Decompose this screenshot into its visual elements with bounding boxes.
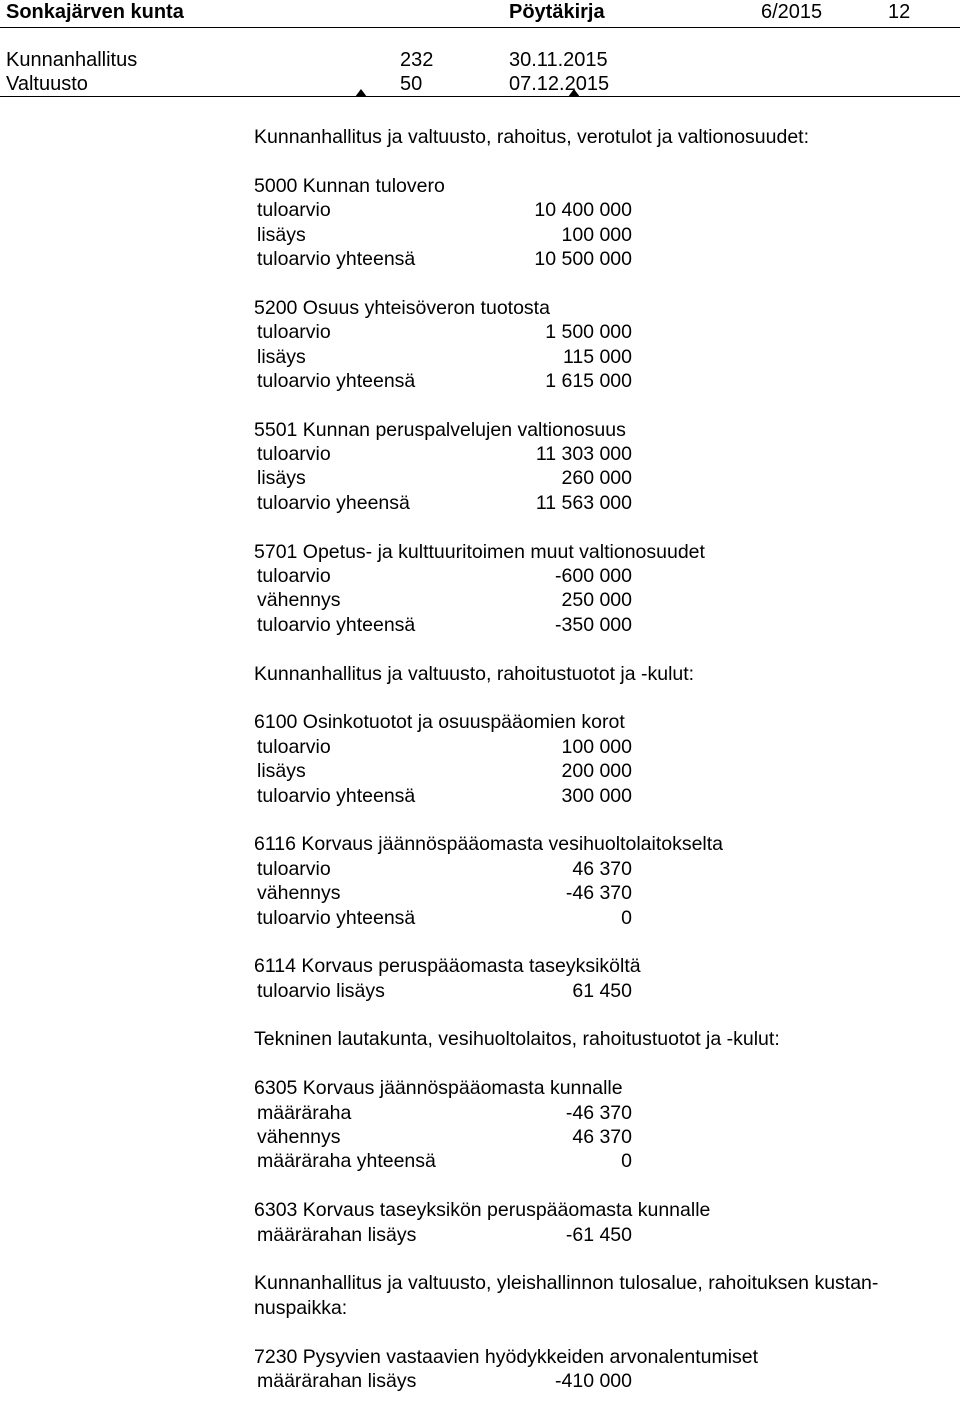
- budget-row-amount: -410 000: [555, 1370, 632, 1392]
- budget-row-label: tuloarvio yhteensä: [257, 906, 416, 929]
- budget-row-amount: 250 000: [561, 589, 632, 612]
- budget-row-label: tuloarvio: [257, 321, 331, 344]
- budget-row: [254, 564, 944, 588]
- meta-body-1: Kunnanhallitus: [6, 49, 138, 71]
- budget-row-amount: 0: [621, 1150, 632, 1173]
- budget-row: [254, 906, 944, 930]
- budget-row-label: tuloarvio yheensä: [257, 491, 410, 514]
- document-number: 6/2015: [761, 1, 823, 23]
- budget-row: [254, 1223, 944, 1247]
- blank-line: [254, 271, 944, 295]
- budget-row: [254, 345, 944, 369]
- section-heading: Kunnanhallitus ja valtuusto, yleishallinnon tulosalue, rahoituksen kustan- nuspaikka:: [254, 1272, 879, 1319]
- meta-section-2: 50: [400, 73, 423, 95]
- budget-row-amount: 300 000: [561, 784, 632, 807]
- budget-row-amount: -46 370: [565, 1101, 632, 1124]
- budget-row-label: vähennys: [257, 1126, 341, 1149]
- budget-row-amount: -46 370: [565, 882, 632, 905]
- account-title: 6116 Korvaus jäännöspääomasta vesihuoltolaitokselta: [254, 833, 724, 856]
- budget-row-amount: 200 000: [561, 760, 632, 783]
- budget-row-amount: 46 370: [572, 1126, 632, 1149]
- budget-row-amount: 46 370: [572, 857, 632, 880]
- budget-row-label: tuloarvio yhteensä: [257, 613, 416, 636]
- budget-row-label: tuloarvio yhteensä: [257, 369, 416, 392]
- budget-row-amount: 11 563 000: [535, 491, 632, 514]
- budget-row: [254, 1369, 944, 1393]
- budget-row: [254, 1149, 944, 1173]
- budget-row-amount: 100 000: [561, 223, 632, 246]
- meta-date-1: 30.11.2015: [509, 49, 608, 71]
- blank-line: [254, 1052, 944, 1076]
- blank-line: [254, 930, 944, 954]
- budget-row: [254, 223, 944, 247]
- section-heading: Kunnanhallitus ja valtuusto, rahoitustuotot ja -kulut:: [254, 662, 695, 685]
- budget-row-amount: -600 000: [555, 565, 632, 588]
- budget-row-amount: 0: [621, 906, 632, 929]
- budget-row-label: tuloarvio: [257, 735, 331, 758]
- budget-row-label: vähennys: [257, 589, 341, 612]
- budget-row-amount: 11 303 000: [535, 443, 632, 466]
- blank-line: [254, 393, 944, 417]
- budget-row-label: tuloarvio: [257, 443, 331, 466]
- organization-name: Sonkajärven kunta: [6, 1, 184, 23]
- budget-row-label: tuloarvio lisäys: [257, 979, 385, 1002]
- budget-row-label: määrärahan lisäys: [257, 1370, 417, 1392]
- budget-row: [254, 491, 944, 515]
- budget-row: [254, 979, 944, 1003]
- account-title: 6114 Korvaus peruspääomasta taseyksiköltä: [254, 955, 641, 978]
- budget-row-amount: 115 000: [562, 345, 632, 368]
- document-body: [254, 125, 944, 1393]
- budget-row: [254, 1101, 944, 1125]
- section-heading: Kunnanhallitus ja valtuusto, rahoitus, verotulot ja valtionosuudet:: [254, 126, 810, 148]
- meta-date-2: 07.12.2015: [509, 73, 610, 95]
- header-rule: [0, 27, 960, 28]
- budget-row: [254, 466, 944, 490]
- budget-row: [254, 759, 944, 783]
- blank-line: [254, 1320, 944, 1344]
- account-title: 6100 Osinkotuotot ja osuuspääomien korot: [254, 711, 625, 734]
- budget-row-label: määräraha yhteensä: [257, 1150, 436, 1173]
- budget-row-label: lisäys: [257, 345, 306, 368]
- budget-row: [254, 1125, 944, 1149]
- blank-line: [254, 1003, 944, 1027]
- budget-row-amount: 61 450: [572, 979, 632, 1002]
- budget-row-label: tuloarvio: [257, 857, 331, 880]
- account-title: 5000 Kunnan tulovero: [254, 174, 445, 197]
- budget-row-label: määräraha: [257, 1101, 352, 1124]
- budget-row-label: määrärahan lisäys: [257, 1223, 417, 1246]
- budget-row-label: vähennys: [257, 882, 341, 905]
- budget-row: [254, 784, 944, 808]
- budget-row-amount: 1 615 000: [545, 369, 632, 392]
- budget-row-label: lisäys: [257, 760, 306, 783]
- account-title: 5701 Opetus- ja kulttuuritoimen muut valtionosuudet: [254, 540, 705, 563]
- page-number: 12: [888, 1, 911, 23]
- meta-body-2: Valtuusto: [6, 73, 88, 95]
- budget-row: [254, 198, 944, 222]
- budget-row-label: tuloarvio: [257, 565, 331, 588]
- budget-row-amount: -350 000: [555, 613, 632, 636]
- blank-line: [254, 149, 944, 173]
- budget-row: [254, 881, 944, 905]
- budget-row: [254, 588, 944, 612]
- meta-section-1: 232: [400, 49, 434, 71]
- account-title: 6305 Korvaus jäännöspääomasta kunnalle: [254, 1077, 623, 1100]
- blank-line: [254, 686, 944, 710]
- account-title: 5501 Kunnan peruspalvelujen valtionosuus: [254, 418, 626, 441]
- meta-rule: [0, 96, 960, 97]
- budget-row-amount: 260 000: [561, 467, 632, 490]
- budget-row-amount: 10 400 000: [534, 199, 632, 222]
- budget-row: [254, 369, 944, 393]
- budget-row: [254, 613, 944, 637]
- budget-row: [254, 247, 944, 271]
- blank-line: [254, 808, 944, 832]
- budget-row-amount: 1 500 000: [545, 321, 632, 344]
- blank-line: [254, 1174, 944, 1198]
- budget-row-label: lisäys: [257, 223, 306, 246]
- account-title: 7230 Pysyvien vastaavien hyödykkeiden arvonalentumiset: [254, 1345, 759, 1368]
- budget-row: [254, 857, 944, 881]
- budget-row-amount: 10 500 000: [534, 247, 632, 270]
- budget-row-label: tuloarvio: [257, 199, 331, 222]
- budget-row: [254, 320, 944, 344]
- budget-row-label: tuloarvio yhteensä: [257, 784, 416, 807]
- budget-row: [254, 442, 944, 466]
- account-title: 6303 Korvaus taseyksikön peruspääomasta kunnalle: [254, 1199, 711, 1222]
- document-type: Pöytäkirja: [509, 1, 605, 23]
- blank-line: [254, 637, 944, 661]
- budget-row-amount: -61 450: [565, 1223, 632, 1246]
- section-heading: Tekninen lautakunta, vesihuoltolaitos, rahoitustuotot ja -kulut:: [254, 1028, 780, 1051]
- budget-row: [254, 735, 944, 759]
- blank-line: [254, 515, 944, 539]
- budget-row-label: tuloarvio yhteensä: [257, 247, 416, 270]
- blank-line: [254, 1247, 944, 1271]
- budget-row-label: lisäys: [257, 467, 306, 490]
- account-title: 5200 Osuus yhteisöveron tuotosta: [254, 296, 550, 319]
- budget-row-amount: 100 000: [561, 735, 632, 758]
